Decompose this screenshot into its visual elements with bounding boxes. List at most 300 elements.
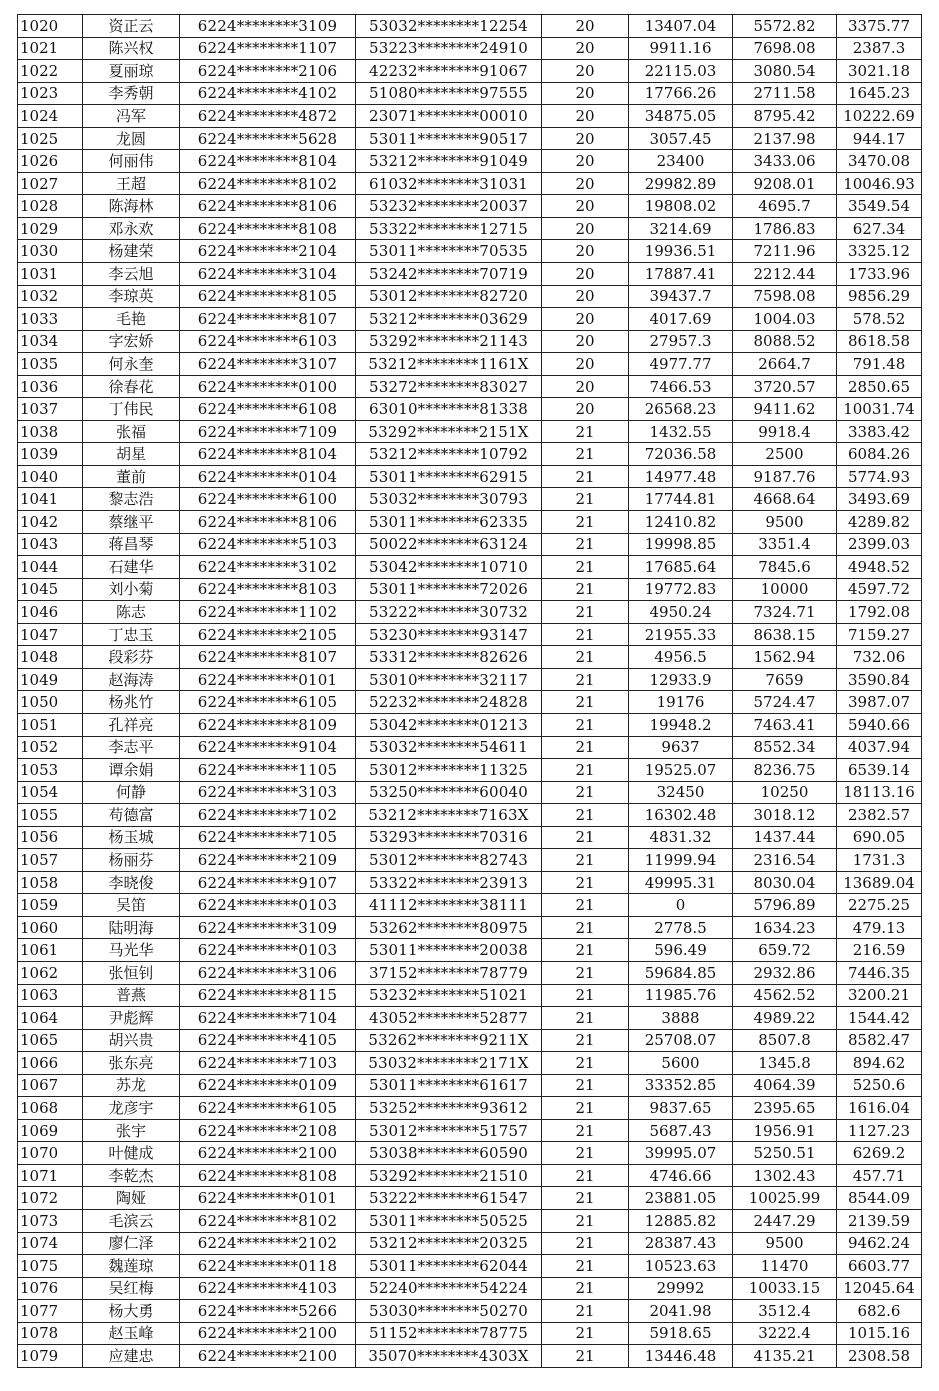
row-number-cell: 1054 (18, 781, 83, 804)
bank-card-cell: 6224********2100 (180, 1322, 356, 1345)
amount-cell: 7159.27 (837, 623, 922, 646)
amount-cell: 6084.26 (837, 443, 922, 466)
amount-cell: 12933.9 (629, 668, 733, 691)
amount-cell: 18113.16 (837, 781, 922, 804)
bank-card-cell: 6224********0104 (180, 465, 356, 488)
row-number-cell: 1052 (18, 736, 83, 759)
id-number-cell: 53011********70535 (356, 240, 542, 263)
id-number-cell: 53011********50525 (356, 1209, 542, 1232)
table-row (18, 871, 922, 894)
name-cell: 蒋昌琴 (83, 533, 180, 556)
row-number-cell: 1026 (18, 150, 83, 173)
id-number-cell: 52240********54224 (356, 1277, 542, 1300)
id-number-cell: 53032********2171X (356, 1052, 542, 1075)
id-number-cell: 53011********62335 (356, 511, 542, 534)
group-cell: 21 (542, 646, 629, 669)
group-cell: 20 (542, 82, 629, 105)
table-row (18, 330, 922, 353)
bank-card-cell: 6224********2109 (180, 849, 356, 872)
bank-card-cell: 6224********8106 (180, 511, 356, 534)
amount-cell: 22115.03 (629, 60, 733, 83)
amount-cell: 10046.93 (837, 172, 922, 195)
name-cell: 蔡继平 (83, 511, 180, 534)
name-cell: 张福 (83, 420, 180, 443)
amount-cell: 2316.54 (733, 849, 837, 872)
row-number-cell: 1045 (18, 578, 83, 601)
group-cell: 21 (542, 1187, 629, 1210)
table-row (18, 375, 922, 398)
amount-cell: 5918.65 (629, 1322, 733, 1345)
amount-cell: 2778.5 (629, 916, 733, 939)
amount-cell: 2932.86 (733, 961, 837, 984)
row-number-cell: 1032 (18, 285, 83, 308)
amount-cell: 29992 (629, 1277, 733, 1300)
table-row (18, 1097, 922, 1120)
bank-card-cell: 6224********8105 (180, 285, 356, 308)
amount-cell: 3433.06 (733, 150, 837, 173)
bank-card-cell: 6224********7104 (180, 1007, 356, 1030)
id-number-cell: 53292********21510 (356, 1164, 542, 1187)
name-cell: 资正云 (83, 15, 180, 38)
table-row (18, 263, 922, 286)
amount-cell: 12045.64 (837, 1277, 922, 1300)
id-number-cell: 53012********82720 (356, 285, 542, 308)
table-row (18, 916, 922, 939)
table-row (18, 804, 922, 827)
name-cell: 杨兆竹 (83, 691, 180, 714)
table-row (18, 240, 922, 263)
amount-cell: 3214.69 (629, 217, 733, 240)
bank-card-cell: 6224********0103 (180, 894, 356, 917)
id-number-cell: 53032********12254 (356, 15, 542, 38)
name-cell: 段彩芬 (83, 646, 180, 669)
amount-cell: 1645.23 (837, 82, 922, 105)
amount-cell: 2212.44 (733, 263, 837, 286)
bank-card-cell: 6224********3106 (180, 961, 356, 984)
amount-cell: 4746.66 (629, 1164, 733, 1187)
amount-cell: 6269.2 (837, 1142, 922, 1165)
id-number-cell: 53223********24910 (356, 37, 542, 60)
group-cell: 21 (542, 1029, 629, 1052)
table-row (18, 1277, 922, 1300)
amount-cell: 2850.65 (837, 375, 922, 398)
row-number-cell: 1077 (18, 1300, 83, 1323)
bank-card-cell: 6224********6105 (180, 1097, 356, 1120)
amount-cell: 39995.07 (629, 1142, 733, 1165)
row-number-cell: 1078 (18, 1322, 83, 1345)
id-number-cell: 53212********1161X (356, 353, 542, 376)
table-row (18, 1164, 922, 1187)
amount-cell: 59684.85 (629, 961, 733, 984)
table-row (18, 1209, 922, 1232)
amount-cell: 1616.04 (837, 1097, 922, 1120)
amount-cell: 479.13 (837, 916, 922, 939)
row-number-cell: 1042 (18, 511, 83, 534)
amount-cell: 690.05 (837, 826, 922, 849)
amount-cell: 5250.51 (733, 1142, 837, 1165)
amount-cell: 4135.21 (733, 1345, 837, 1368)
row-number-cell: 1062 (18, 961, 83, 984)
amount-cell: 11999.94 (629, 849, 733, 872)
amount-cell: 7845.6 (733, 556, 837, 579)
row-number-cell: 1024 (18, 105, 83, 128)
amount-cell: 10025.99 (733, 1187, 837, 1210)
id-number-cell: 53042********10710 (356, 556, 542, 579)
amount-cell: 578.52 (837, 308, 922, 331)
amount-cell: 1345.8 (733, 1052, 837, 1075)
row-number-cell: 1070 (18, 1142, 83, 1165)
name-cell: 黎志浩 (83, 488, 180, 511)
table-row (18, 1232, 922, 1255)
table-row (18, 15, 922, 38)
bank-card-cell: 6224********2105 (180, 623, 356, 646)
amount-cell: 1792.08 (837, 601, 922, 624)
name-cell: 李琼英 (83, 285, 180, 308)
amount-cell: 4562.52 (733, 984, 837, 1007)
amount-cell: 6539.14 (837, 759, 922, 782)
id-number-cell: 53212********91049 (356, 150, 542, 173)
amount-cell: 216.59 (837, 939, 922, 962)
table-row (18, 488, 922, 511)
id-number-cell: 51152********78775 (356, 1322, 542, 1345)
amount-cell: 9856.29 (837, 285, 922, 308)
amount-cell: 19936.51 (629, 240, 733, 263)
amount-cell: 4597.72 (837, 578, 922, 601)
amount-cell: 4064.39 (733, 1074, 837, 1097)
table-row (18, 1187, 922, 1210)
group-cell: 20 (542, 105, 629, 128)
id-number-cell: 53212********03629 (356, 308, 542, 331)
data-table (17, 14, 922, 1368)
amount-cell: 9911.16 (629, 37, 733, 60)
amount-cell: 33352.85 (629, 1074, 733, 1097)
row-number-cell: 1048 (18, 646, 83, 669)
amount-cell: 3200.21 (837, 984, 922, 1007)
row-number-cell: 1055 (18, 804, 83, 827)
bank-card-cell: 6224********7109 (180, 420, 356, 443)
bank-card-cell: 6224********7102 (180, 804, 356, 827)
group-cell: 21 (542, 916, 629, 939)
row-number-cell: 1061 (18, 939, 83, 962)
amount-cell: 8552.34 (733, 736, 837, 759)
bank-card-cell: 6224********1105 (180, 759, 356, 782)
bank-card-cell: 6224********8102 (180, 1209, 356, 1232)
id-number-cell: 53252********93612 (356, 1097, 542, 1120)
group-cell: 21 (542, 1007, 629, 1030)
amount-cell: 17766.26 (629, 82, 733, 105)
row-number-cell: 1060 (18, 916, 83, 939)
row-number-cell: 1040 (18, 465, 83, 488)
group-cell: 21 (542, 984, 629, 1007)
row-number-cell: 1065 (18, 1029, 83, 1052)
group-cell: 20 (542, 150, 629, 173)
amount-cell: 2447.29 (733, 1209, 837, 1232)
table-row (18, 1007, 922, 1030)
row-number-cell: 1020 (18, 15, 83, 38)
amount-cell: 19998.85 (629, 533, 733, 556)
table-row (18, 398, 922, 421)
amount-cell: 0 (629, 894, 733, 917)
row-number-cell: 1031 (18, 263, 83, 286)
amount-cell: 659.72 (733, 939, 837, 962)
table-row (18, 195, 922, 218)
amount-cell: 23881.05 (629, 1187, 733, 1210)
name-cell: 苏龙 (83, 1074, 180, 1097)
name-cell: 杨丽芬 (83, 849, 180, 872)
name-cell: 李云旭 (83, 263, 180, 286)
amount-cell: 8088.52 (733, 330, 837, 353)
row-number-cell: 1072 (18, 1187, 83, 1210)
amount-cell: 21955.33 (629, 623, 733, 646)
amount-cell: 3325.12 (837, 240, 922, 263)
row-number-cell: 1073 (18, 1209, 83, 1232)
amount-cell: 5724.47 (733, 691, 837, 714)
bank-card-cell: 6224********3102 (180, 556, 356, 579)
id-number-cell: 53232********51021 (356, 984, 542, 1007)
bank-card-cell: 6224********5628 (180, 127, 356, 150)
name-cell: 何丽伟 (83, 150, 180, 173)
id-number-cell: 63010********81338 (356, 398, 542, 421)
table-row (18, 420, 922, 443)
id-number-cell: 53222********61547 (356, 1187, 542, 1210)
group-cell: 21 (542, 1119, 629, 1142)
row-number-cell: 1044 (18, 556, 83, 579)
group-cell: 21 (542, 1142, 629, 1165)
group-cell: 21 (542, 1052, 629, 1075)
id-number-cell: 53272********83027 (356, 375, 542, 398)
amount-cell: 10523.63 (629, 1255, 733, 1278)
amount-cell: 34875.05 (629, 105, 733, 128)
row-number-cell: 1029 (18, 217, 83, 240)
amount-cell: 17685.64 (629, 556, 733, 579)
name-cell: 丁忠玉 (83, 623, 180, 646)
table-row (18, 759, 922, 782)
table-row (18, 1074, 922, 1097)
group-cell: 21 (542, 511, 629, 534)
amount-cell: 17744.81 (629, 488, 733, 511)
bank-card-cell: 6224********6108 (180, 398, 356, 421)
table-row (18, 465, 922, 488)
row-number-cell: 1035 (18, 353, 83, 376)
bank-card-cell: 6224********4105 (180, 1029, 356, 1052)
name-cell: 毛艳 (83, 308, 180, 331)
bank-card-cell: 6224********8104 (180, 443, 356, 466)
amount-cell: 3987.07 (837, 691, 922, 714)
group-cell: 20 (542, 330, 629, 353)
amount-cell: 4289.82 (837, 511, 922, 534)
table-row (18, 353, 922, 376)
amount-cell: 1544.42 (837, 1007, 922, 1030)
table-row (18, 150, 922, 173)
amount-cell: 682.6 (837, 1300, 922, 1323)
bank-card-cell: 6224********2108 (180, 1119, 356, 1142)
row-number-cell: 1064 (18, 1007, 83, 1030)
bank-card-cell: 6224********8115 (180, 984, 356, 1007)
bank-card-cell: 6224********1107 (180, 37, 356, 60)
name-cell: 陶娅 (83, 1187, 180, 1210)
table-row (18, 894, 922, 917)
row-number-cell: 1066 (18, 1052, 83, 1075)
name-cell: 苟德富 (83, 804, 180, 827)
amount-cell: 3018.12 (733, 804, 837, 827)
bank-card-cell: 6224********0101 (180, 668, 356, 691)
group-cell: 21 (542, 781, 629, 804)
bank-card-cell: 6224********4103 (180, 1277, 356, 1300)
group-cell: 21 (542, 736, 629, 759)
bank-card-cell: 6224********0109 (180, 1074, 356, 1097)
row-number-cell: 1036 (18, 375, 83, 398)
name-cell: 邓永欢 (83, 217, 180, 240)
group-cell: 21 (542, 691, 629, 714)
row-number-cell: 1051 (18, 713, 83, 736)
amount-cell: 19525.07 (629, 759, 733, 782)
amount-cell: 894.62 (837, 1052, 922, 1075)
amount-cell: 5940.66 (837, 713, 922, 736)
amount-cell: 7324.71 (733, 601, 837, 624)
amount-cell: 1302.43 (733, 1164, 837, 1187)
table-row (18, 668, 922, 691)
id-number-cell: 35070********4303X (356, 1345, 542, 1368)
name-cell: 张东亮 (83, 1052, 180, 1075)
amount-cell: 5687.43 (629, 1119, 733, 1142)
amount-cell: 39437.7 (629, 285, 733, 308)
table-row (18, 601, 922, 624)
id-number-cell: 53262********9211X (356, 1029, 542, 1052)
table-row (18, 646, 922, 669)
amount-cell: 2399.03 (837, 533, 922, 556)
bank-card-cell: 6224********2100 (180, 1142, 356, 1165)
amount-cell: 2395.65 (733, 1097, 837, 1120)
amount-cell: 627.34 (837, 217, 922, 240)
amount-cell: 32450 (629, 781, 733, 804)
row-number-cell: 1075 (18, 1255, 83, 1278)
name-cell: 李晓俊 (83, 871, 180, 894)
amount-cell: 10000 (733, 578, 837, 601)
bank-card-cell: 6224********3109 (180, 15, 356, 38)
amount-cell: 9918.4 (733, 420, 837, 443)
id-number-cell: 53011********61617 (356, 1074, 542, 1097)
name-cell: 胡兴贵 (83, 1029, 180, 1052)
bank-card-cell: 6224********1102 (180, 601, 356, 624)
amount-cell: 3470.08 (837, 150, 922, 173)
amount-cell: 2500 (733, 443, 837, 466)
row-number-cell: 1030 (18, 240, 83, 263)
amount-cell: 1015.16 (837, 1322, 922, 1345)
id-number-cell: 53038********60590 (356, 1142, 542, 1165)
amount-cell: 3590.84 (837, 668, 922, 691)
name-cell: 张宇 (83, 1119, 180, 1142)
amount-cell: 791.48 (837, 353, 922, 376)
amount-cell: 2382.57 (837, 804, 922, 827)
amount-cell: 1733.96 (837, 263, 922, 286)
id-number-cell: 51080********97555 (356, 82, 542, 105)
bank-card-cell: 6224********8107 (180, 308, 356, 331)
row-number-cell: 1068 (18, 1097, 83, 1120)
group-cell: 20 (542, 195, 629, 218)
row-number-cell: 1041 (18, 488, 83, 511)
amount-cell: 5572.82 (733, 15, 837, 38)
bank-card-cell: 6224********8108 (180, 1164, 356, 1187)
amount-cell: 8507.8 (733, 1029, 837, 1052)
name-cell: 董前 (83, 465, 180, 488)
group-cell: 21 (542, 1209, 629, 1232)
group-cell: 21 (542, 961, 629, 984)
group-cell: 21 (542, 826, 629, 849)
row-number-cell: 1038 (18, 420, 83, 443)
row-number-cell: 1049 (18, 668, 83, 691)
row-number-cell: 1071 (18, 1164, 83, 1187)
name-cell: 李秀朝 (83, 82, 180, 105)
bank-card-cell: 6224********0103 (180, 939, 356, 962)
name-cell: 杨玉城 (83, 826, 180, 849)
table-row (18, 1119, 922, 1142)
group-cell: 21 (542, 1164, 629, 1187)
amount-cell: 7466.53 (629, 375, 733, 398)
row-number-cell: 1033 (18, 308, 83, 331)
amount-cell: 3512.4 (733, 1300, 837, 1323)
id-number-cell: 53292********2151X (356, 420, 542, 443)
group-cell: 21 (542, 623, 629, 646)
table-row (18, 1300, 922, 1323)
table-row (18, 37, 922, 60)
name-cell: 徐春花 (83, 375, 180, 398)
group-cell: 21 (542, 578, 629, 601)
table-row (18, 984, 922, 1007)
amount-cell: 8030.04 (733, 871, 837, 894)
bank-card-cell: 6224********2102 (180, 1232, 356, 1255)
amount-cell: 8544.09 (837, 1187, 922, 1210)
amount-cell: 10222.69 (837, 105, 922, 128)
row-number-cell: 1025 (18, 127, 83, 150)
bank-card-cell: 6224********9104 (180, 736, 356, 759)
bank-card-cell: 6224********2100 (180, 1345, 356, 1368)
amount-cell: 49995.31 (629, 871, 733, 894)
name-cell: 谭余娟 (83, 759, 180, 782)
amount-cell: 9208.01 (733, 172, 837, 195)
table-row (18, 60, 922, 83)
bank-card-cell: 6224********2106 (180, 60, 356, 83)
name-cell: 何静 (83, 781, 180, 804)
bank-card-cell: 6224********8107 (180, 646, 356, 669)
id-number-cell: 53212********10792 (356, 443, 542, 466)
bank-card-cell: 6224********4102 (180, 82, 356, 105)
bank-card-cell: 6224********5103 (180, 533, 356, 556)
group-cell: 21 (542, 804, 629, 827)
table-row (18, 1052, 922, 1075)
row-number-cell: 1057 (18, 849, 83, 872)
id-number-cell: 42232********91067 (356, 60, 542, 83)
name-cell: 胡星 (83, 443, 180, 466)
name-cell: 廖仁泽 (83, 1232, 180, 1255)
amount-cell: 19772.83 (629, 578, 733, 601)
group-cell: 20 (542, 263, 629, 286)
id-number-cell: 53032********54611 (356, 736, 542, 759)
id-number-cell: 53011********90517 (356, 127, 542, 150)
name-cell: 应建忠 (83, 1345, 180, 1368)
bank-card-cell: 6224********5266 (180, 1300, 356, 1323)
amount-cell: 7211.96 (733, 240, 837, 263)
table-row (18, 82, 922, 105)
amount-cell: 1127.23 (837, 1119, 922, 1142)
bank-card-cell: 6224********0101 (180, 1187, 356, 1210)
name-cell: 普燕 (83, 984, 180, 1007)
table-row (18, 849, 922, 872)
bank-card-cell: 6224********9107 (180, 871, 356, 894)
bank-card-cell: 6224********6105 (180, 691, 356, 714)
name-cell: 石建华 (83, 556, 180, 579)
table-row (18, 1142, 922, 1165)
name-cell: 陆明海 (83, 916, 180, 939)
